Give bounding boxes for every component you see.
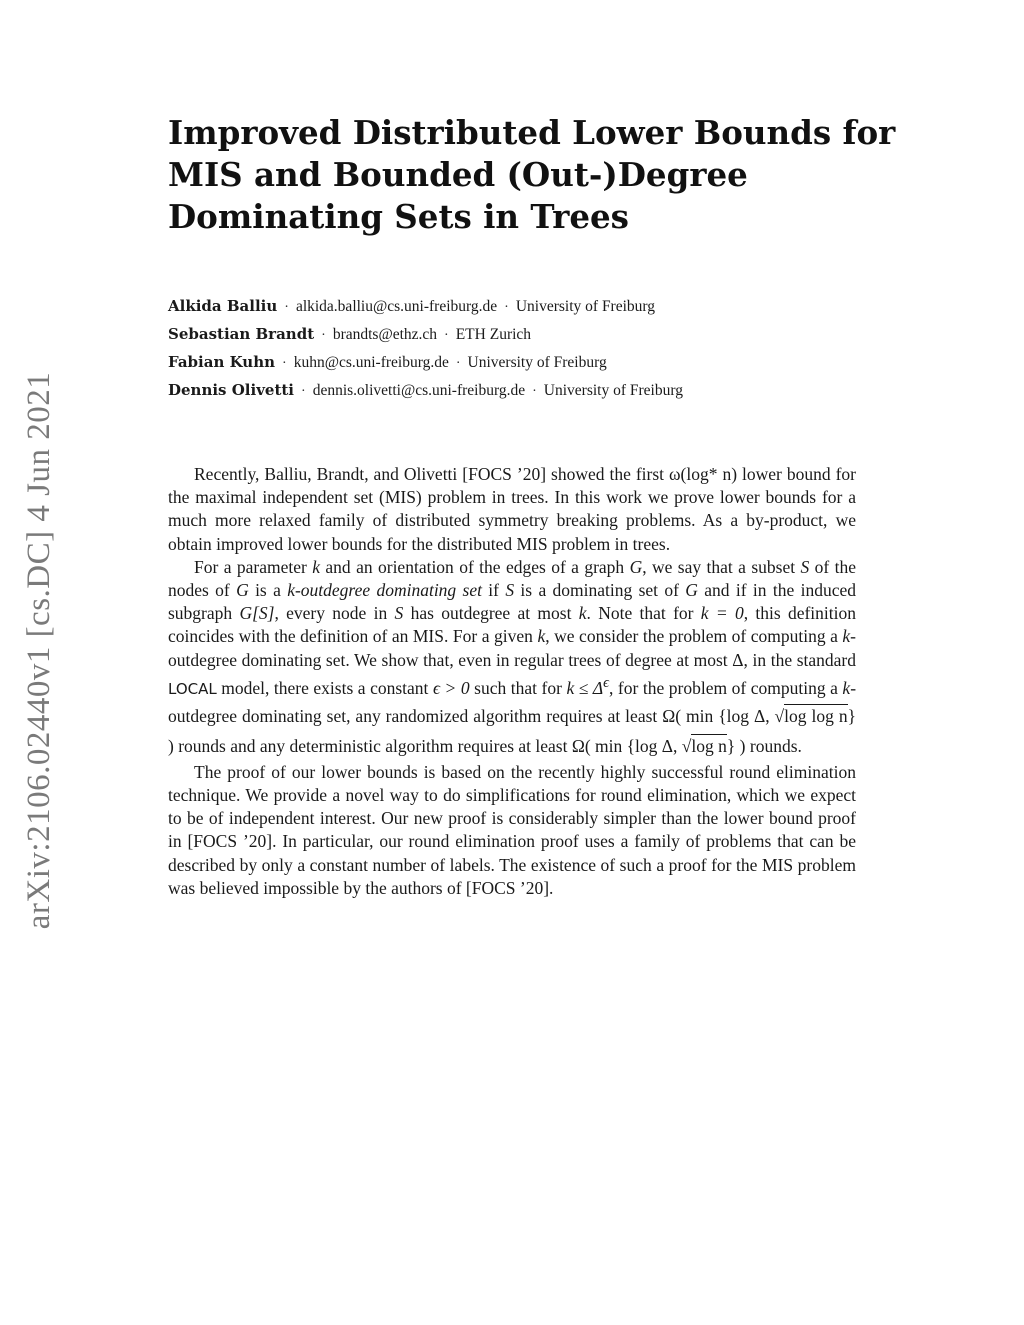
author-affiliation: ETH Zurich: [455, 326, 532, 343]
author-email: dennis.olivetti@cs.uni-freiburg.de: [312, 382, 526, 399]
author-row: [168, 320, 868, 348]
title-line-2: MIS and Bounded (Out-)Degree: [168, 155, 748, 194]
title-line-3: Dominating Sets in Trees: [168, 197, 629, 236]
local-model-name: LOCAL: [168, 679, 217, 698]
author-row: [168, 292, 868, 320]
abstract-paragraph-2: For a parameter k and an orientation of the edges of a graph G, we say that a subset S of the nodes of G is a k-outdegree dominating set if S is a dominating set of G and if in the induced subgraph G[S], every node in S has outdegree at most k. Note that for k = 0, this definition coincides with the definition of an MIS. For a given k, we consider the problem of computing a k-outdegree dominating set. We show that, even in regular trees of degree at most Δ, in the standard LOCAL model, there exists a constant ϵ > 0 such that for $k \le \Delta^\epsilon$, for the problem of computing a k-outdegree dominating set, any randomized algorithm requires at least Ω( min {log Δ, √log log n} ) rounds and any deterministic algorithm requires at least Ω( min {log Δ, √log n} ) rounds.: [168, 556, 857, 756]
author-affiliation: University of Freiburg: [515, 298, 656, 315]
paper-title: [168, 112, 908, 238]
separator-dot: ·: [282, 356, 287, 371]
author-email: brandts@ethz.ch: [332, 326, 438, 343]
abstract: [168, 463, 856, 900]
author-email: alkida.balliu@cs.uni-freiburg.de: [295, 298, 498, 315]
author-name: Alkida Balliu: [168, 297, 278, 315]
author-row: [168, 376, 868, 404]
separator-dot: ·: [284, 300, 289, 315]
author-name: Sebastian Brandt: [168, 325, 315, 343]
separator-dot: ·: [455, 356, 461, 371]
separator-dot: ·: [301, 384, 306, 399]
randomized-bound-formula: Ω( min {log Δ, √log log n} ): [168, 705, 856, 756]
arxiv-identifier-text: arXiv:2106.02440v1 [cs.DC] 4 Jun 2021: [21, 371, 58, 929]
abstract-paragraph-1: Recently, Balliu, Brandt, and Olivetti [FOCS ’20] showed the first ω(log* n) lower bound for the maximal independent set (MIS) problem in trees. In this work we prove lower bounds for a much more relaxed family of distributed symmetry breaking problems. As a by-product, we obtain improved lower bounds for the distributed MIS problem in trees.: [168, 464, 856, 554]
author-name: Dennis Olivetti: [168, 381, 295, 399]
separator-dot: ·: [444, 328, 449, 343]
author-name: Fabian Kuhn: [168, 353, 276, 371]
separator-dot: ·: [321, 328, 326, 343]
title-line-1: Improved Distributed Lower Bounds for: [168, 113, 896, 152]
arxiv-identifier-stamp: [10, 370, 70, 930]
deterministic-bound-formula: Ω( min {log Δ, √log n} ): [571, 735, 746, 756]
author-list: [168, 292, 868, 404]
author-row: [168, 348, 868, 376]
author-affiliation: University of Freiburg: [467, 354, 607, 371]
separator-dot: ·: [532, 384, 537, 399]
abstract-paragraph-3: The proof of our lower bounds is based on the recently highly successful round elimination technique. We provide a novel way to do simplifications for round elimination, which we expect to be of independent interest. Our new proof is considerably simpler than the lower bound proof in [FOCS ’20]. In particular, our round elimination proof uses a family of problems that can be described by only a constant number of labels. The existence of such a proof for the MIS problem was believed impossible by the authors of [FOCS ’20].: [168, 761, 856, 898]
author-email: kuhn@cs.uni-freiburg.de: [293, 354, 449, 371]
separator-dot: ·: [504, 300, 509, 315]
defined-term: k-outdegree dominating set: [287, 580, 482, 601]
author-affiliation: University of Freiburg: [543, 382, 683, 399]
